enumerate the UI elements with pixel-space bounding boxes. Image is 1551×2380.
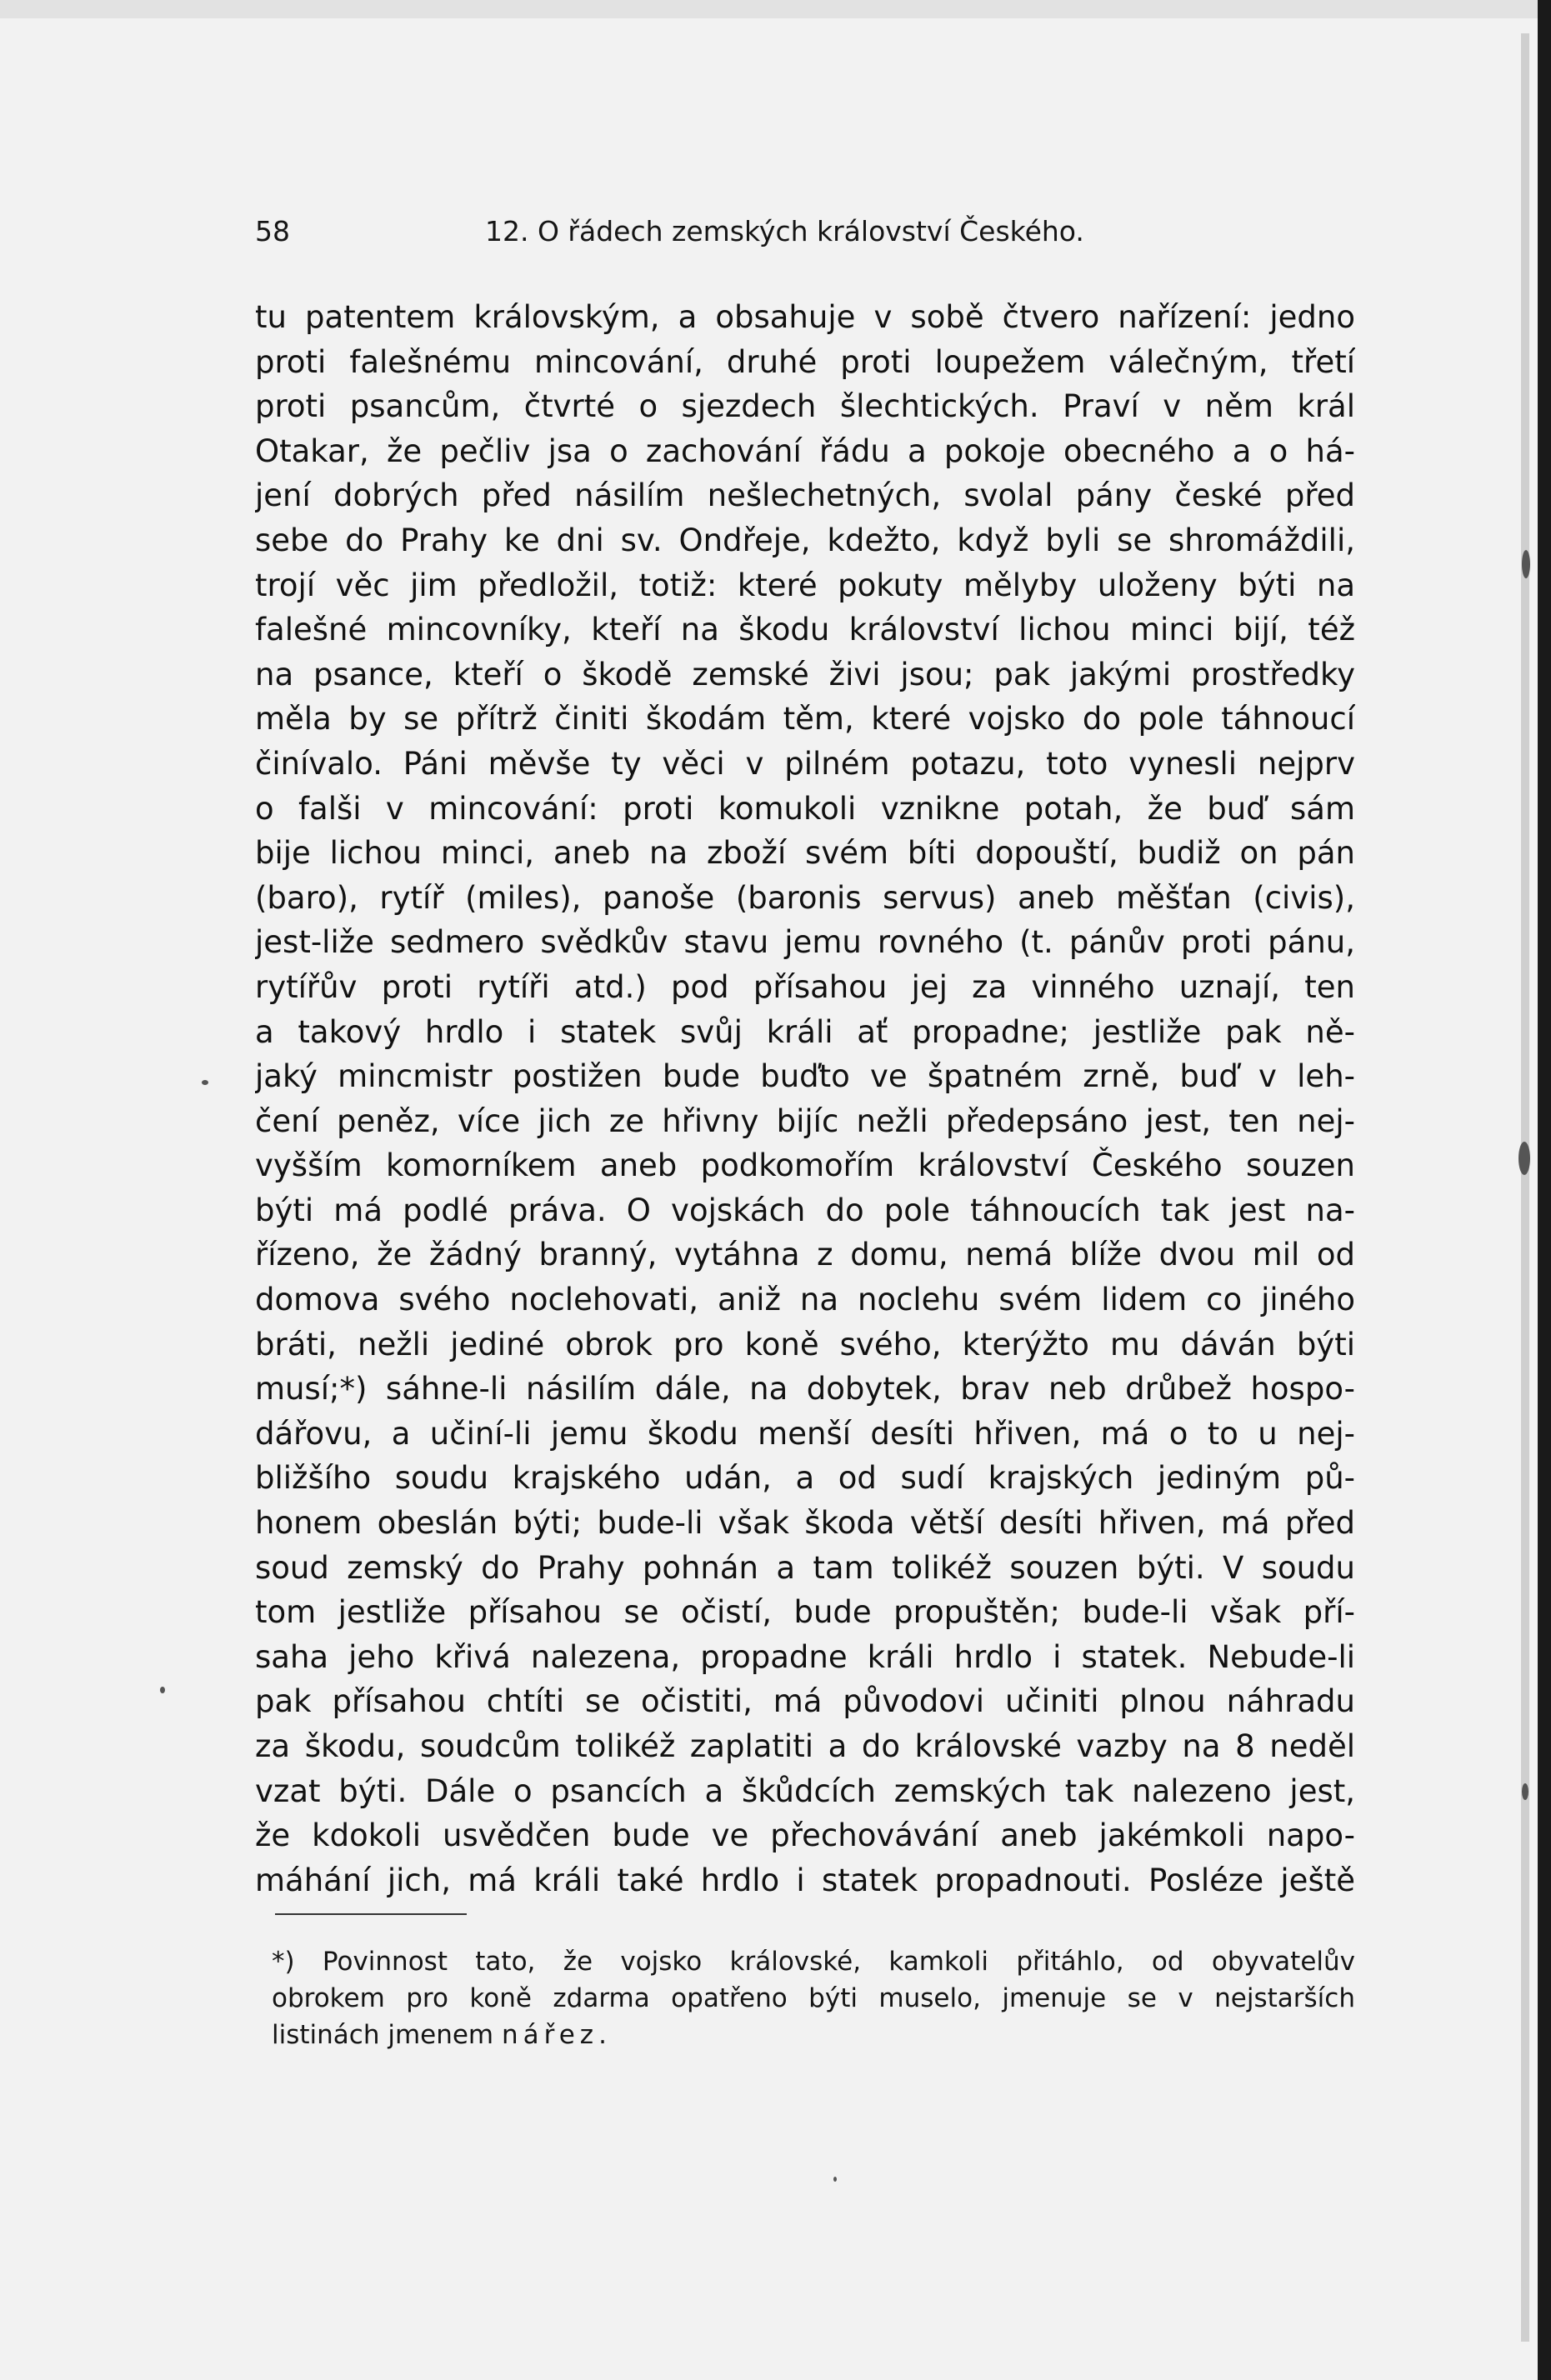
text-line: proti falešnému mincování, druhé proti loupežem válečným, třetí <box>255 343 1355 380</box>
footnote-line: obrokem pro koně zdarma opatřeno býti muselo, jmenuje se v nejstarších <box>272 1983 1355 2013</box>
body-text <box>255 295 1355 1902</box>
text-line: máhání jich, má králi také hrdlo i statek propadnouti. Posléze ještě <box>255 1862 1355 1898</box>
text-line: za škodu, soudcům tolikéž zaplatiti a do královské vazby na 8 neděl <box>255 1728 1355 1764</box>
scan-top-edge <box>0 0 1551 18</box>
footnote-line <box>272 2017 1355 2053</box>
scan-speck <box>202 1080 208 1085</box>
text-line: rytířův proti rytíři atd.) pod přísahou jej za vinného uznají, ten <box>255 968 1355 1005</box>
text-line: sebe do Prahy ke dni sv. Ondřeje, kdežto, když byli se shromáždili, <box>255 522 1355 558</box>
text-line: býti má podlé práva. O vojskách do pole táhnoucích tak jest na- <box>255 1192 1355 1228</box>
text-line: bije lichou minci, aneb na zboží svém bíti dopouští, budiž on pán <box>255 835 1355 872</box>
text-line: falešné mincovníky, kteří na škodu království lichou minci bijí, též <box>255 612 1355 648</box>
scan-speck <box>833 2177 837 2182</box>
text-line: domova svého noclehovati, aniž na noclehu svém lidem co jiného <box>255 1282 1355 1318</box>
footnote <box>272 1943 1355 2053</box>
text-line: dářovu, a učiní-li jemu škodu menší desíti hřiven, má o to u nej- <box>255 1415 1355 1452</box>
footnote-line-suffix: . <box>598 2020 607 2050</box>
text-line: musí;*) sáhne-li násilím dále, na dobytek, brav neb drůbež hospo- <box>255 1371 1355 1408</box>
text-line: Otakar, že pečliv jsa o zachování řádu a pokoje obecného a o há- <box>255 432 1355 469</box>
text-line: na psance, kteří o škodě zemské živi jsou; pak jakými prostředky <box>255 656 1355 692</box>
text-line: saha jeho křivá nalezena, propadne králi hrdlo i statek. Nebude-li <box>255 1638 1355 1675</box>
scan-speck <box>1522 550 1530 578</box>
running-title: 12. O řádech zemských království Českého. <box>485 215 1084 248</box>
text-line: vzat býti. Dále o psancích a škůdcích zemských tak nalezeno jest, <box>255 1772 1355 1809</box>
text-line: tu patentem královským, a obsahuje v sobě čtvero nařízení: jedno <box>255 299 1355 335</box>
footnote-separator <box>275 1913 467 1915</box>
text-line: tom jestliže přísahou se očistí, bude propuštěn; bude-li však pří- <box>255 1594 1355 1631</box>
text-line: řízeno, že žádný branný, vytáhna z domu, nemá blíže dvou mil od <box>255 1237 1355 1273</box>
text-line: čení peněz, více jich ze hřivny bijíc nežli předepsáno jest, ten nej- <box>255 1102 1355 1139</box>
footnote-line: *) Povinnost tato, že vojsko královské, kamkoli přitáhlo, od obyvatelův <box>272 1947 1355 1977</box>
scan-speck <box>160 1687 165 1693</box>
footnote-term: nářez <box>502 2020 599 2050</box>
scan-speck <box>1518 1142 1530 1175</box>
text-line: a takový hrdlo i statek svůj králi ať propadne; jestliže pak ně- <box>255 1013 1355 1050</box>
text-line: (baro), rytíř (miles), panoše (baronis servus) aneb měšťan (civis), <box>255 879 1355 916</box>
page-edge-shadow <box>1521 33 1529 2342</box>
text-line: jení dobrých před násilím nešlechetných, svolal pány české před <box>255 478 1355 514</box>
text-line: vyšším komorníkem aneb podkomořím království Českého souzen <box>255 1148 1355 1184</box>
text-line: jest-liže sedmero svědkův stavu jemu rovného (t. pánův proti pánu, <box>255 924 1355 961</box>
text-line: činívalo. Páni měvše ty věci v pilném potazu, toto vynesli nejprv <box>255 745 1355 782</box>
text-line: trojí věc jim předložil, totiž: které pokuty mělyby uloženy býti na <box>255 567 1355 603</box>
text-line: proti psancům, čtvrté o sjezdech šlechtických. Praví v něm král <box>255 388 1355 425</box>
scan-speck <box>1522 1783 1528 1800</box>
text-line: bráti, nežli jediné obrok pro koně svého, kterýžto mu dáván býti <box>255 1326 1355 1362</box>
text-line: bližšího soudu krajského udán, a od sudí krajských jediným pů- <box>255 1460 1355 1497</box>
text-line: o falši v mincování: proti komukoli vznikne potah, že buď sám <box>255 790 1355 827</box>
text-line: soud zemský do Prahy pohnán a tam tolikéž souzen býti. V soudu <box>255 1549 1355 1586</box>
text-line: že kdokoli usvědčen bude ve přechovávání aneb jakémkoli napo- <box>255 1818 1355 1854</box>
text-line: měla by se přítrž činiti škodám těm, které vojsko do pole táhnoucí <box>255 701 1355 738</box>
footnote-line-prefix: listinách jmenem <box>272 2020 494 2050</box>
text-line: jaký mincmistr postižen bude buďto ve špatném zrně, buď v leh- <box>255 1058 1355 1095</box>
text-line: honem obeslán býti; bude-li však škoda větší desíti hřiven, má před <box>255 1505 1355 1542</box>
book-binding-edge <box>1538 0 1551 2380</box>
page-number: 58 <box>255 215 290 248</box>
text-line: pak přísahou chtíti se očistiti, má původovi učiniti plnou náhradu <box>255 1683 1355 1720</box>
